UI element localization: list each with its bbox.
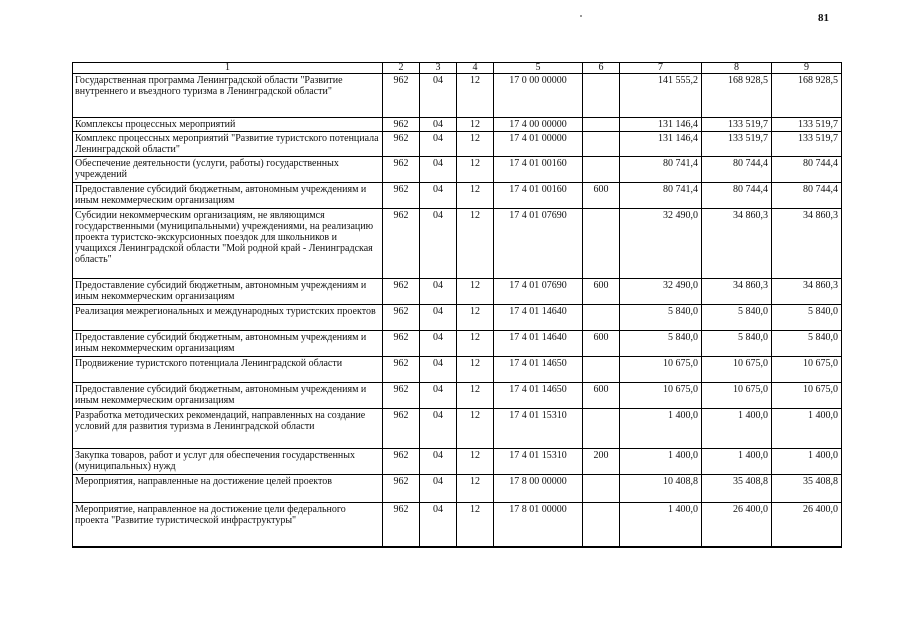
row-expense-type: 600 [583,279,620,305]
row-expense-type: 600 [583,383,620,409]
row-code-admin: 962 [383,409,420,449]
row-section: 04 [420,331,457,357]
row-section: 04 [420,449,457,475]
row-code-admin: 962 [383,475,420,503]
row-section: 04 [420,475,457,503]
row-section: 04 [420,183,457,209]
row-amount-col7: 32 490,0 [620,209,702,279]
row-name: Мероприятие, направленное на достижение цели федерального проекта "Развитие туристической инфраструктуры" [73,503,383,547]
row-subsection: 12 [457,183,494,209]
table-row [73,118,842,132]
row-amount-col9: 1 400,0 [772,449,842,475]
row-name: Предоставление субсидий бюджетным, автономным учреждениям и иным некоммерческим организациям [73,331,383,357]
row-code-admin: 962 [383,449,420,475]
row-amount-col9: 80 744,4 [772,157,842,183]
row-amount-col9: 5 840,0 [772,331,842,357]
row-name: Комплексы процессных мероприятий [73,118,383,132]
row-subsection: 12 [457,157,494,183]
column-header: 5 [494,63,583,74]
row-amount-col8: 80 744,4 [702,157,772,183]
row-expense-type [583,132,620,157]
table-row [73,183,842,209]
row-expense-type [583,74,620,118]
row-amount-col9: 35 408,8 [772,475,842,503]
table-row [73,209,842,279]
row-amount-col7: 1 400,0 [620,409,702,449]
row-amount-col8: 1 400,0 [702,409,772,449]
row-amount-col9: 133 519,7 [772,132,842,157]
row-subsection: 12 [457,383,494,409]
row-section: 04 [420,357,457,383]
row-code-admin: 962 [383,503,420,547]
row-target-article: 17 4 01 15310 [494,409,583,449]
row-amount-col8: 26 400,0 [702,503,772,547]
row-code-admin: 962 [383,132,420,157]
row-name: Закупка товаров, работ и услуг для обеспечения государственных (муниципальных) нужд [73,449,383,475]
row-amount-col7: 131 146,4 [620,132,702,157]
column-header: 1 [73,63,383,74]
row-subsection: 12 [457,74,494,118]
row-target-article: 17 4 01 00160 [494,157,583,183]
row-amount-col8: 1 400,0 [702,449,772,475]
row-section: 04 [420,383,457,409]
row-amount-col7: 80 741,4 [620,157,702,183]
row-subsection: 12 [457,357,494,383]
row-target-article: 17 4 01 14640 [494,331,583,357]
column-header: 2 [383,63,420,74]
row-amount-col7: 1 400,0 [620,449,702,475]
row-expense-type [583,503,620,547]
row-amount-col9: 10 675,0 [772,357,842,383]
table-row [73,449,842,475]
page-number: 81 [818,12,829,24]
table-row [73,383,842,409]
row-section: 04 [420,409,457,449]
row-name: Разработка методических рекомендаций, направленных на создание условий для развития туризма в Ленинградской области [73,409,383,449]
row-target-article: 17 4 01 07690 [494,279,583,305]
row-expense-type [583,409,620,449]
row-expense-type: 600 [583,183,620,209]
row-amount-col9: 5 840,0 [772,305,842,331]
row-subsection: 12 [457,409,494,449]
row-section: 04 [420,209,457,279]
row-section: 04 [420,132,457,157]
row-amount-col8: 80 744,4 [702,183,772,209]
row-code-admin: 962 [383,183,420,209]
row-target-article: 17 8 00 00000 [494,475,583,503]
row-section: 04 [420,305,457,331]
header-row [73,63,842,74]
column-header: 6 [583,63,620,74]
row-amount-col7: 141 555,2 [620,74,702,118]
row-name: Предоставление субсидий бюджетным, автономным учреждениям и иным некоммерческим организациям [73,279,383,305]
row-target-article: 17 4 01 00000 [494,132,583,157]
row-subsection: 12 [457,118,494,132]
row-expense-type: 600 [583,331,620,357]
table-row [73,132,842,157]
row-code-admin: 962 [383,74,420,118]
row-target-article: 17 4 01 15310 [494,449,583,475]
row-expense-type [583,305,620,331]
row-section: 04 [420,74,457,118]
row-target-article: 17 0 00 00000 [494,74,583,118]
row-amount-col9: 26 400,0 [772,503,842,547]
row-amount-col7: 10 675,0 [620,357,702,383]
row-code-admin: 962 [383,279,420,305]
row-name: Продвижение туристского потенциала Ленинградской области [73,357,383,383]
row-target-article: 17 4 01 14650 [494,357,583,383]
row-name: Реализация межрегиональных и международных туристских проектов [73,305,383,331]
row-name: Мероприятия, направленные на достижение целей проектов [73,475,383,503]
row-amount-col9: 168 928,5 [772,74,842,118]
table-row [73,305,842,331]
row-subsection: 12 [457,279,494,305]
table-row [73,331,842,357]
table-row [73,74,842,118]
table-row [73,157,842,183]
row-amount-col7: 10 675,0 [620,383,702,409]
row-amount-col9: 80 744,4 [772,183,842,209]
table-row [73,409,842,449]
row-expense-type: 200 [583,449,620,475]
row-amount-col8: 10 675,0 [702,383,772,409]
row-subsection: 12 [457,503,494,547]
row-amount-col7: 5 840,0 [620,331,702,357]
row-code-admin: 962 [383,305,420,331]
row-amount-col9: 34 860,3 [772,209,842,279]
column-header: 4 [457,63,494,74]
row-expense-type [583,357,620,383]
row-expense-type [583,118,620,132]
row-amount-col7: 1 400,0 [620,503,702,547]
row-target-article: 17 8 01 00000 [494,503,583,547]
row-amount-col7: 131 146,4 [620,118,702,132]
row-expense-type [583,209,620,279]
row-target-article: 17 4 00 00000 [494,118,583,132]
row-amount-col9: 34 860,3 [772,279,842,305]
table-row [73,357,842,383]
row-amount-col7: 80 741,4 [620,183,702,209]
column-header: 3 [420,63,457,74]
row-expense-type [583,157,620,183]
row-subsection: 12 [457,209,494,279]
row-code-admin: 962 [383,157,420,183]
row-name: Комплекс процессных мероприятий "Развитие туристского потенциала Ленинградской области" [73,132,383,157]
row-name: Обеспечение деятельности (услуги, работы) государственных учреждений [73,157,383,183]
column-header: 9 [772,63,842,74]
row-code-admin: 962 [383,209,420,279]
row-expense-type [583,475,620,503]
row-amount-col8: 133 519,7 [702,118,772,132]
row-amount-col7: 10 408,8 [620,475,702,503]
row-subsection: 12 [457,331,494,357]
row-subsection: 12 [457,305,494,331]
row-name: Предоставление субсидий бюджетным, автономным учреждениям и иным некоммерческим организациям [73,183,383,209]
row-amount-col9: 1 400,0 [772,409,842,449]
row-amount-col9: 10 675,0 [772,383,842,409]
row-amount-col8: 10 675,0 [702,357,772,383]
row-amount-col7: 32 490,0 [620,279,702,305]
row-subsection: 12 [457,132,494,157]
row-amount-col8: 34 860,3 [702,209,772,279]
row-code-admin: 962 [383,331,420,357]
row-target-article: 17 4 01 14640 [494,305,583,331]
row-target-article: 17 4 01 00160 [494,183,583,209]
row-section: 04 [420,118,457,132]
row-amount-col8: 133 519,7 [702,132,772,157]
row-subsection: 12 [457,449,494,475]
row-section: 04 [420,157,457,183]
budget-table [72,62,842,548]
row-section: 04 [420,503,457,547]
row-amount-col8: 5 840,0 [702,331,772,357]
row-amount-col8: 5 840,0 [702,305,772,331]
row-section: 04 [420,279,457,305]
row-target-article: 17 4 01 14650 [494,383,583,409]
row-name: Субсидии некоммерческим организациям, не являющимся государственными (муниципальными) учреждениями, на реализацию проекта туристско-экскурсионных поездок для школьников и учащихся Ленинградской области "Мой родной край - Ленинградская область" [73,209,383,279]
row-amount-col8: 34 860,3 [702,279,772,305]
column-header: 8 [702,63,772,74]
scan-speck [580,15,582,17]
row-amount-col8: 35 408,8 [702,475,772,503]
row-code-admin: 962 [383,357,420,383]
table-row [73,503,842,547]
table-row [73,279,842,305]
row-amount-col7: 5 840,0 [620,305,702,331]
row-name: Государственная программа Ленинградской области "Развитие внутреннего и въездного туризма в Ленинградской области" [73,74,383,118]
row-name: Предоставление субсидий бюджетным, автономным учреждениям и иным некоммерческим организациям [73,383,383,409]
row-subsection: 12 [457,475,494,503]
table-row [73,475,842,503]
row-code-admin: 962 [383,118,420,132]
row-amount-col9: 133 519,7 [772,118,842,132]
column-header: 7 [620,63,702,74]
row-amount-col8: 168 928,5 [702,74,772,118]
row-target-article: 17 4 01 07690 [494,209,583,279]
row-code-admin: 962 [383,383,420,409]
